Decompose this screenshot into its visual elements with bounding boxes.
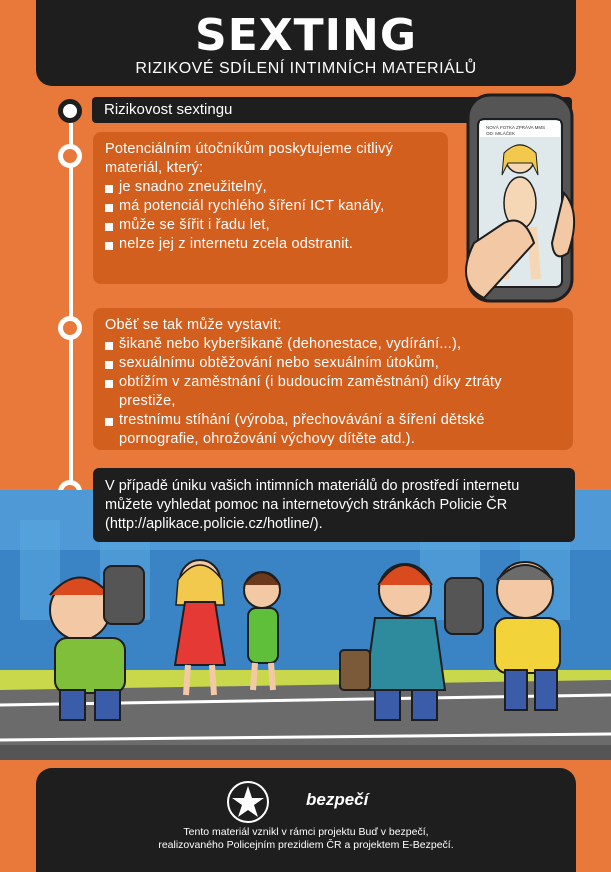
- list-item: obtížím v zaměstnání (i budoucím zaměstnání) díky ztráty prestiže,: [105, 373, 561, 411]
- list-item: může se šířit i řadu let,: [105, 216, 436, 235]
- list-item: šikaně nebo kyberšikaně (dehonestace, vydírání...),: [105, 335, 561, 354]
- footer-note-2: realizovaného Policejním prezidiem ČR a projektem E-Bezpečí.: [158, 839, 454, 851]
- list-item: je snadno zneužitelný,: [105, 178, 436, 197]
- list-item: sexuálnímu obtěžování nebo sexuálním útokům,: [105, 354, 561, 373]
- risk-list: [105, 178, 436, 254]
- list-item: nelze jej z internetu zcela odstranit.: [105, 235, 436, 254]
- risk-box: [93, 132, 448, 284]
- help-box: [93, 468, 575, 542]
- footer-note-1: Tento materiál vznikl v rámci projektu Buď v bezpečí,: [183, 826, 429, 838]
- e-bezpeci-logo: bezpečí: [306, 790, 369, 809]
- phone-caption: OD: MILÁČEK: [486, 131, 516, 136]
- risk-intro: Potenciálním útočníkům poskytujeme citlivý materiál, který:: [105, 141, 394, 176]
- list-item: má potenciál rychlého šíření ICT kanály,: [105, 197, 436, 216]
- footer-logos: [36, 768, 576, 826]
- section-heading: Rizikovost sextingu: [104, 101, 233, 118]
- footer: [36, 768, 576, 872]
- page-subtitle: RIZIKOVÉ SDÍLENÍ INTIMNÍCH MATERIÁLŮ: [135, 60, 477, 77]
- phone-caption: NOVÁ FOTKA ZPRÁVA MMS: [486, 125, 546, 130]
- page-title: SEXTING: [195, 10, 417, 61]
- header: [36, 0, 576, 86]
- timeline-dot-3: [58, 316, 82, 340]
- police-star-icon: [226, 780, 270, 824]
- consequences-box: [93, 308, 573, 450]
- consequences-list: [105, 335, 561, 449]
- list-item: trestnímu stíhání (výroba, přechovávání a šíření dětské pornografie, ohrožování výchovy dítěte atd.).: [105, 411, 561, 449]
- timeline-dot-2: [58, 144, 82, 168]
- consequences-intro: Oběť se tak může vystavit:: [105, 317, 282, 333]
- help-text: V případě úniku vašich intimních materiálů do prostředí internetu můžete vyhledat pomoc na internetových stránkách Policie ČR (http://aplikace.policie.cz/hotline/).: [105, 478, 520, 532]
- timeline-dot-1: [58, 99, 82, 123]
- phone-illustration: [464, 93, 576, 303]
